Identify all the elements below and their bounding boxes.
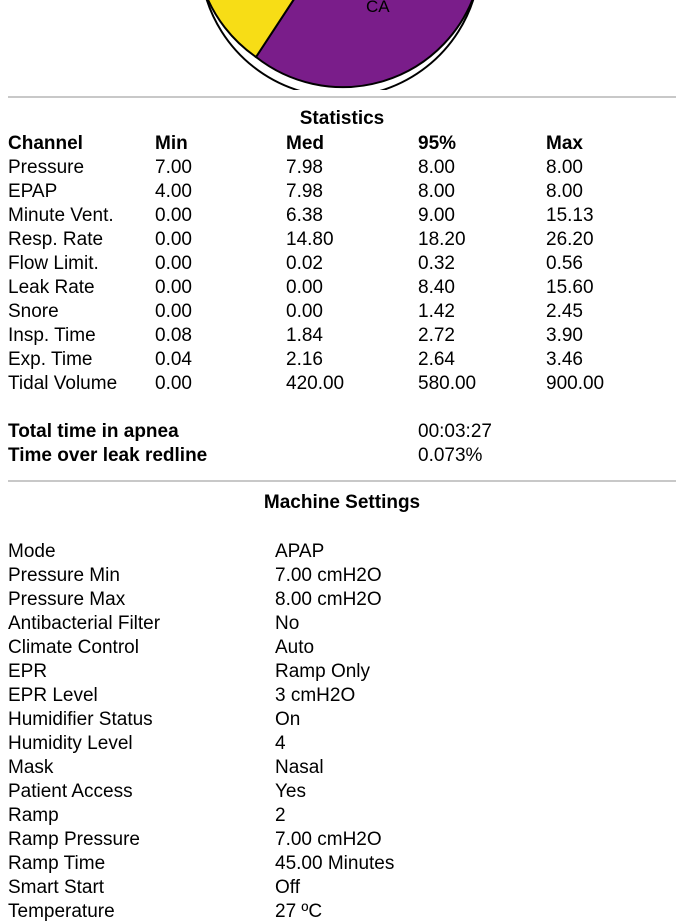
list-item bbox=[8, 660, 684, 684]
divider-top bbox=[8, 96, 676, 98]
setting-label: Humidity Level bbox=[8, 733, 133, 754]
cell-max: 2.45 bbox=[546, 301, 583, 322]
list-item bbox=[8, 900, 684, 924]
cell-max: 8.00 bbox=[546, 181, 583, 202]
table-row bbox=[8, 348, 684, 372]
cell-min: 0.00 bbox=[155, 253, 192, 274]
cell-channel: Insp. Time bbox=[8, 325, 96, 346]
cell-channel: Pressure bbox=[8, 157, 85, 178]
header-channel: Channel bbox=[8, 133, 83, 154]
cell-min: 4.00 bbox=[155, 181, 192, 202]
cell-min: 0.00 bbox=[155, 301, 192, 322]
cell-channel: Snore bbox=[8, 301, 59, 322]
summary-label: Total time in apnea bbox=[8, 421, 179, 442]
cell-channel: Flow Limit. bbox=[8, 253, 99, 274]
list-item bbox=[8, 852, 684, 876]
list-item bbox=[8, 828, 684, 852]
machine-settings-list bbox=[8, 540, 684, 924]
header-min: Min bbox=[155, 133, 188, 154]
list-item bbox=[8, 540, 684, 564]
cell-max: 3.46 bbox=[546, 349, 583, 370]
cell-min: 0.00 bbox=[155, 205, 192, 226]
setting-value: Auto bbox=[275, 637, 315, 658]
summary-label: Time over leak redline bbox=[8, 445, 208, 466]
list-item bbox=[8, 756, 684, 780]
list-item bbox=[8, 804, 684, 828]
pie-label-ca: CA bbox=[366, 0, 390, 16]
list-item bbox=[8, 876, 684, 900]
table-row bbox=[8, 276, 684, 300]
setting-label: EPR Level bbox=[8, 685, 98, 706]
cell-min: 0.00 bbox=[155, 229, 192, 250]
setting-label: Temperature bbox=[8, 901, 115, 922]
setting-value: On bbox=[275, 709, 301, 730]
setting-label: Climate Control bbox=[8, 637, 139, 658]
setting-value: Yes bbox=[275, 781, 306, 802]
cell-med: 14.80 bbox=[286, 229, 334, 250]
list-item bbox=[8, 564, 684, 588]
table-row bbox=[8, 180, 684, 204]
summary-value: 00:03:27 bbox=[418, 421, 492, 442]
table-row bbox=[8, 252, 684, 276]
cell-95: 580.00 bbox=[418, 373, 477, 394]
machine-settings-title: Machine Settings bbox=[263, 492, 421, 513]
cell-med: 0.00 bbox=[286, 277, 323, 298]
cell-channel: Leak Rate bbox=[8, 277, 95, 298]
cell-med: 7.98 bbox=[286, 181, 323, 202]
list-item bbox=[8, 636, 684, 660]
statistics-title: Statistics bbox=[299, 108, 385, 129]
setting-value: Off bbox=[275, 877, 300, 898]
cell-med: 7.98 bbox=[286, 157, 323, 178]
setting-label: Pressure Max bbox=[8, 589, 126, 610]
event-pie-chart bbox=[0, 0, 688, 90]
setting-label: Ramp bbox=[8, 805, 59, 826]
header-med: Med bbox=[286, 133, 324, 154]
setting-value: Nasal bbox=[275, 757, 324, 778]
cell-95: 8.00 bbox=[418, 181, 455, 202]
apnea-summary bbox=[8, 420, 684, 468]
divider-middle bbox=[8, 480, 676, 482]
list-item bbox=[8, 732, 684, 756]
cell-min: 0.08 bbox=[155, 325, 192, 346]
cell-channel: Resp. Rate bbox=[8, 229, 104, 250]
cell-max: 15.60 bbox=[546, 277, 594, 298]
setting-label: Patient Access bbox=[8, 781, 133, 802]
cell-max: 900.00 bbox=[546, 373, 605, 394]
table-row bbox=[8, 324, 684, 348]
cell-95: 2.64 bbox=[418, 349, 455, 370]
setting-value: APAP bbox=[275, 541, 325, 562]
cell-med: 6.38 bbox=[286, 205, 323, 226]
setting-value: 7.00 cmH2O bbox=[275, 565, 382, 586]
cell-max: 26.20 bbox=[546, 229, 594, 250]
cell-med: 0.00 bbox=[286, 301, 323, 322]
setting-value: 7.00 cmH2O bbox=[275, 829, 382, 850]
cell-95: 8.40 bbox=[418, 277, 455, 298]
cell-channel: Minute Vent. bbox=[8, 205, 114, 226]
table-row bbox=[8, 300, 684, 324]
summary-row-leak-redline bbox=[8, 444, 684, 468]
setting-label: Ramp Pressure bbox=[8, 829, 140, 850]
table-row bbox=[8, 228, 684, 252]
setting-value: 8.00 cmH2O bbox=[275, 589, 382, 610]
summary-value: 0.073% bbox=[418, 445, 483, 466]
cell-min: 7.00 bbox=[155, 157, 192, 178]
cell-med: 2.16 bbox=[286, 349, 323, 370]
cell-channel: EPAP bbox=[8, 181, 58, 202]
setting-label: Antibacterial Filter bbox=[8, 613, 161, 634]
cell-max: 8.00 bbox=[546, 157, 583, 178]
table-row bbox=[8, 204, 684, 228]
pie-chart-svg bbox=[0, 0, 688, 90]
list-item bbox=[8, 708, 684, 732]
list-item bbox=[8, 588, 684, 612]
statistics-header-row bbox=[8, 132, 684, 156]
setting-value: 27 ºC bbox=[275, 901, 323, 922]
table-row bbox=[8, 156, 684, 180]
cell-max: 0.56 bbox=[546, 253, 583, 274]
cell-max: 15.13 bbox=[546, 205, 594, 226]
header-95: 95% bbox=[418, 133, 457, 154]
cell-min: 0.00 bbox=[155, 277, 192, 298]
list-item bbox=[8, 684, 684, 708]
cell-min: 0.00 bbox=[155, 373, 192, 394]
cell-95: 1.42 bbox=[418, 301, 455, 322]
setting-label: EPR bbox=[8, 661, 48, 682]
cell-med: 0.02 bbox=[286, 253, 323, 274]
setting-label: Humidifier Status bbox=[8, 709, 153, 730]
setting-label: Smart Start bbox=[8, 877, 105, 898]
cell-95: 8.00 bbox=[418, 157, 455, 178]
setting-value: No bbox=[275, 613, 300, 634]
cell-min: 0.04 bbox=[155, 349, 192, 370]
cell-channel: Tidal Volume bbox=[8, 373, 118, 394]
table-row bbox=[8, 372, 684, 396]
cell-95: 2.72 bbox=[418, 325, 455, 346]
list-item bbox=[8, 780, 684, 804]
cell-95: 9.00 bbox=[418, 205, 455, 226]
cell-95: 0.32 bbox=[418, 253, 455, 274]
setting-label: Pressure Min bbox=[8, 565, 120, 586]
setting-value: 2 bbox=[275, 805, 286, 826]
setting-value: 4 bbox=[275, 733, 286, 754]
setting-value: 45.00 Minutes bbox=[275, 853, 395, 874]
setting-value: Ramp Only bbox=[275, 661, 371, 682]
setting-label: Mode bbox=[8, 541, 56, 562]
setting-value: 3 cmH2O bbox=[275, 685, 356, 706]
cell-med: 1.84 bbox=[286, 325, 323, 346]
setting-label: Mask bbox=[8, 757, 54, 778]
summary-row-apnea-time bbox=[8, 420, 684, 444]
cell-channel: Exp. Time bbox=[8, 349, 93, 370]
cell-med: 420.00 bbox=[286, 373, 345, 394]
header-max: Max bbox=[546, 133, 583, 154]
list-item bbox=[8, 612, 684, 636]
setting-label: Ramp Time bbox=[8, 853, 106, 874]
cell-95: 18.20 bbox=[418, 229, 466, 250]
statistics-table bbox=[8, 132, 684, 396]
cell-max: 3.90 bbox=[546, 325, 583, 346]
